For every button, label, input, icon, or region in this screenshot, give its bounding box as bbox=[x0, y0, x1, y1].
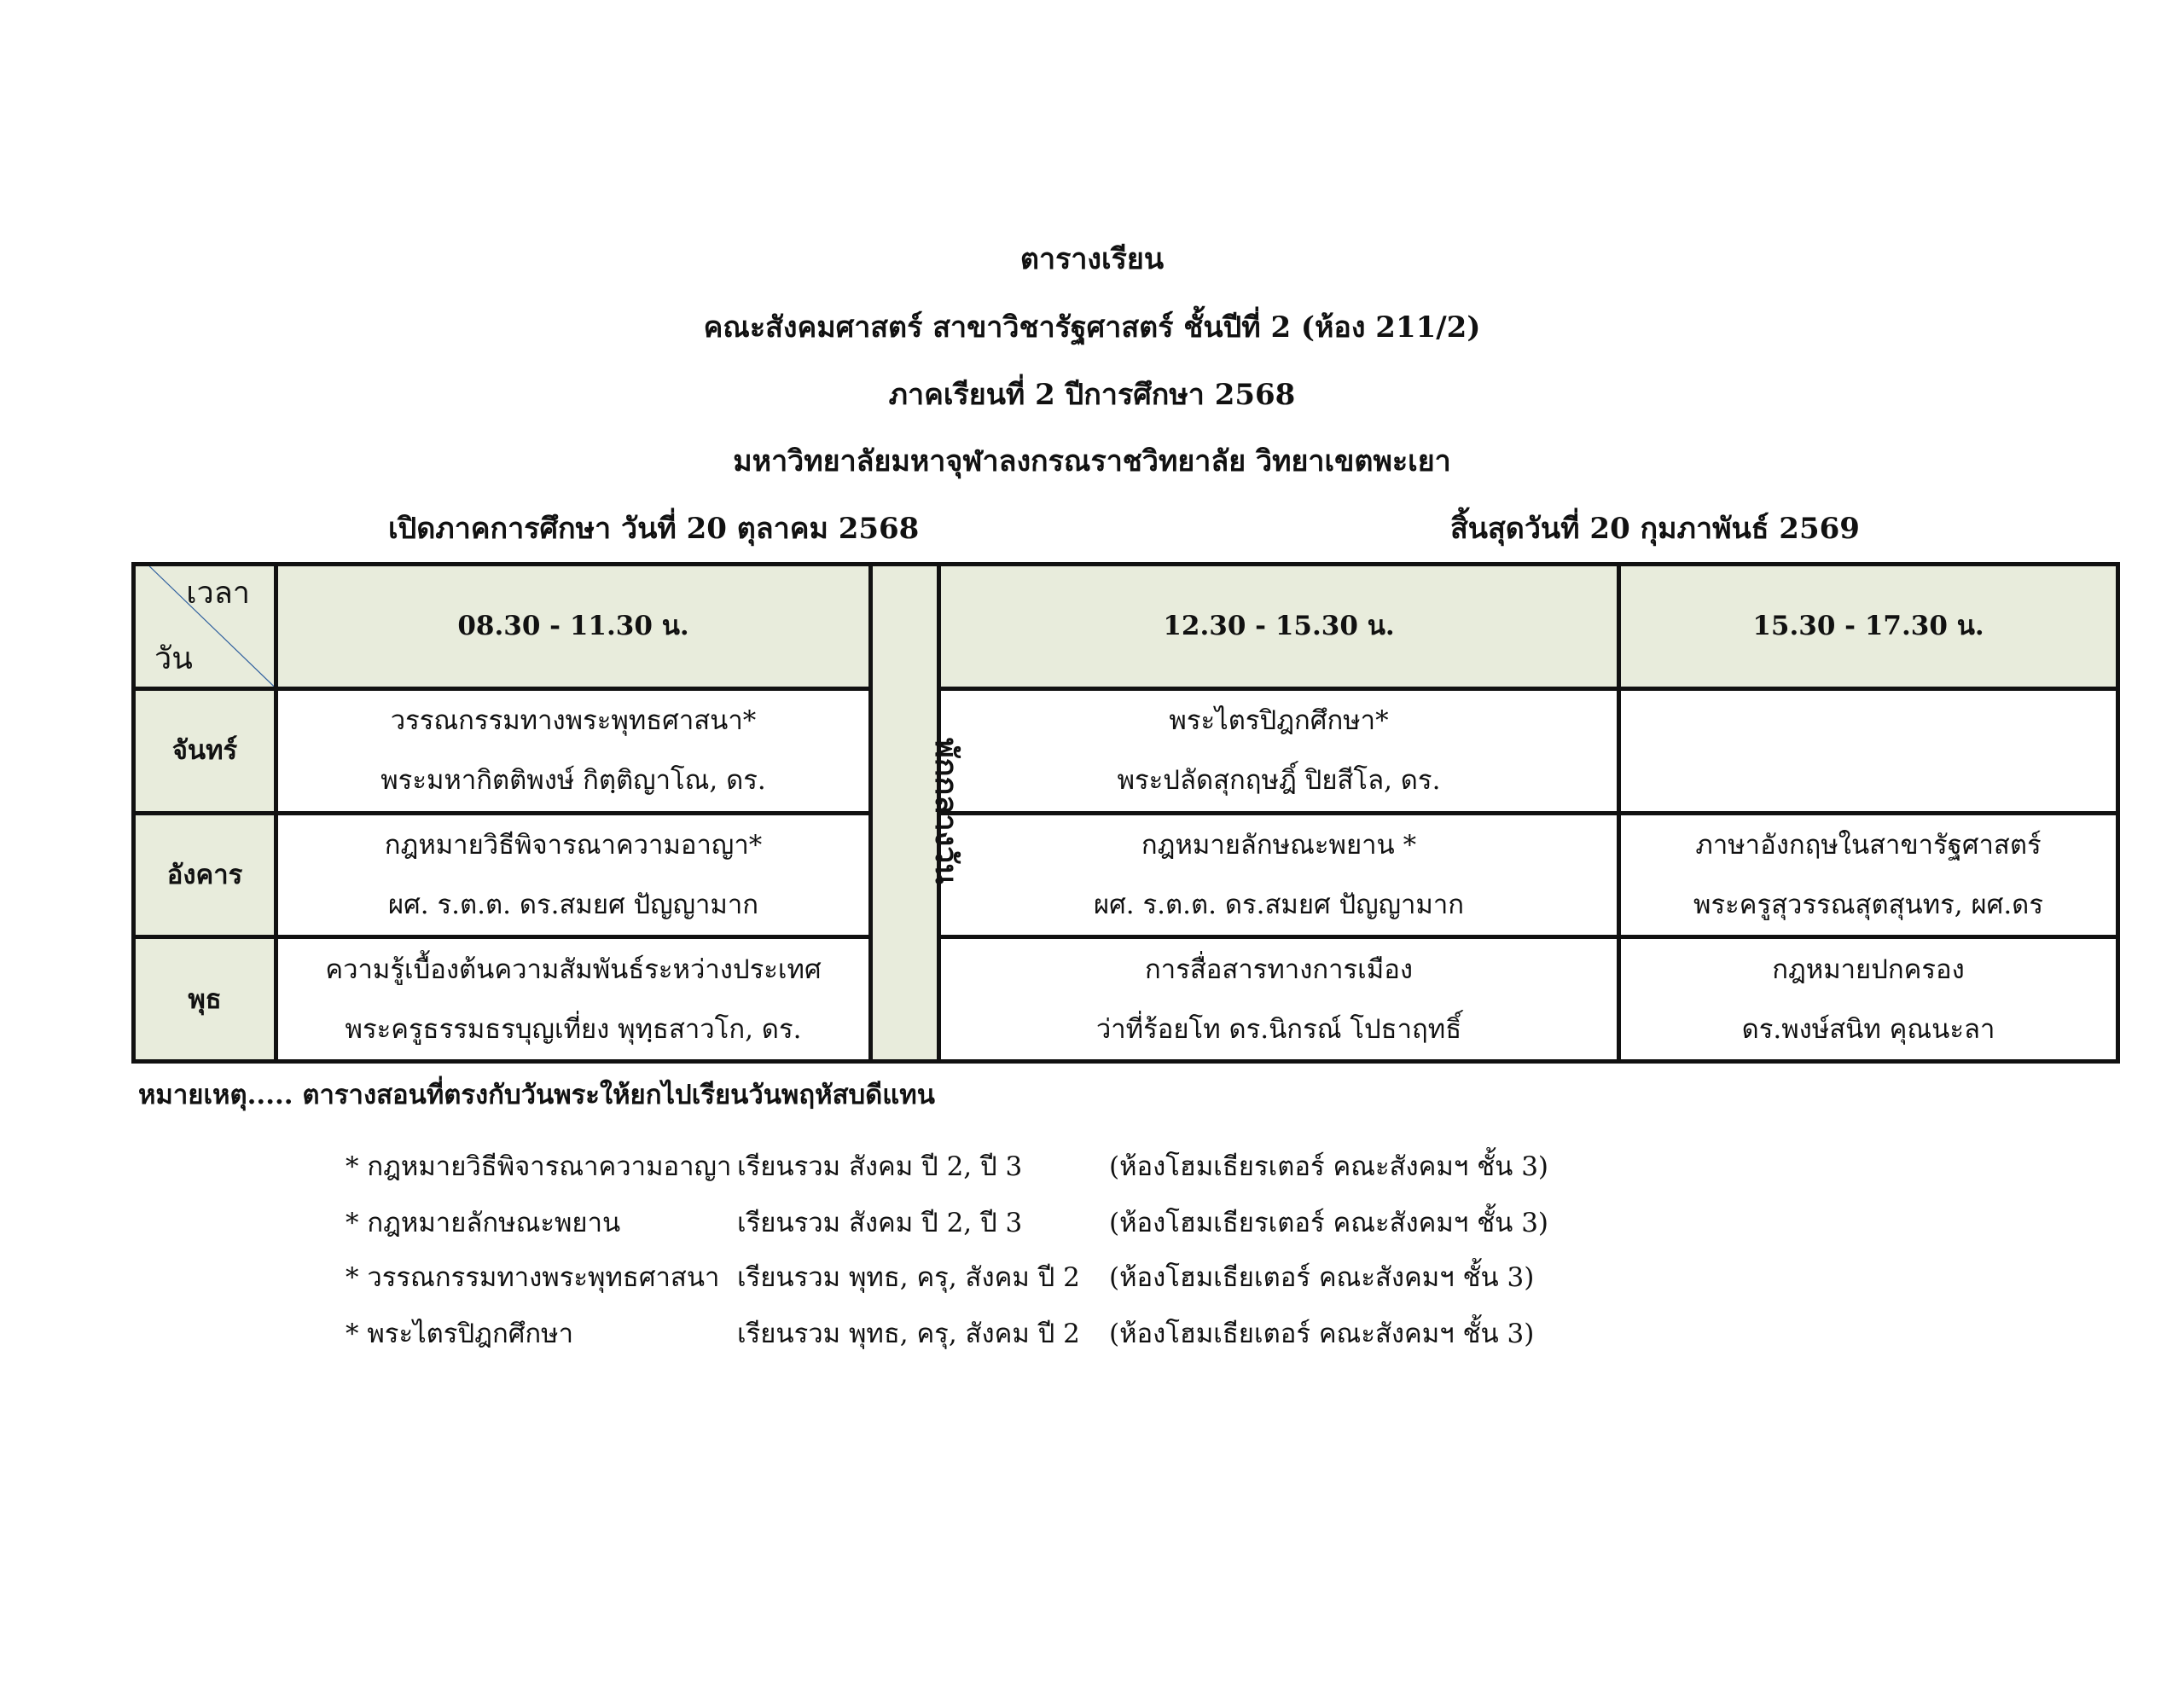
slot-tuesday-morning bbox=[276, 813, 871, 937]
schedule-title: ตารางเรียน bbox=[1019, 242, 1165, 276]
footnote-combined: เรียนรวม สังคม ปี 2, ปี 3 bbox=[737, 1208, 1023, 1238]
time-header-morning: 08.30 - 11.30 น. bbox=[276, 565, 871, 689]
teacher-name: ผศ. ร.ต.ต. ดร.สมยศ ปัญญามาก bbox=[1093, 889, 1465, 920]
course-name: พระไตรปิฎกศึกษา* bbox=[1169, 705, 1389, 737]
end-date: สิ้นสุดวันที่ 20 กุมภาพันธ์ 2569 bbox=[1450, 512, 1860, 546]
day-wednesday: พุธ bbox=[134, 937, 276, 1062]
slot-tuesday-afternoon bbox=[939, 813, 1619, 937]
day-monday: จันทร์ bbox=[134, 688, 276, 813]
slot-wednesday-evening bbox=[1619, 937, 2118, 1062]
teacher-name: พระมหากิตติพงษ์ กิตฺติญาโณ, ดร. bbox=[380, 765, 766, 797]
slot-monday-evening bbox=[1619, 688, 2118, 813]
footnote-combined: เรียนรวม พุทธ, ครุ, สังคม ปี 2 bbox=[737, 1319, 1080, 1349]
course-name: ความรู้เบื้องต้นความสัมพันธ์ระหว่างประเทศ bbox=[325, 954, 822, 985]
faculty-line: คณะสังคมศาสตร์ สาขาวิชารัฐศาสตร์ ชั้นปีที่ 2 (ห้อง 211/2) bbox=[703, 310, 1481, 345]
slot-tuesday-evening bbox=[1619, 813, 2118, 937]
teacher-name: พระปลัดสุกฤษฎิ์ ปิยสีโล, ดร. bbox=[1117, 765, 1441, 797]
time-header-evening: 15.30 - 17.30 น. bbox=[1619, 565, 2118, 689]
course-name: กฎหมายลักษณะพยาน * bbox=[1141, 829, 1417, 861]
table-row-wednesday bbox=[134, 937, 2118, 1062]
time-header-afternoon: 12.30 - 15.30 น. bbox=[939, 565, 1619, 689]
teacher-name: พระครูสุวรรณสุตสุนทร, ผศ.ดร bbox=[1693, 889, 2043, 920]
day-tuesday: อังคาร bbox=[134, 813, 276, 937]
teacher-name: ว่าที่ร้อยโท ดร.นิกรณ์ โปธาฤทธิ์ bbox=[1095, 1013, 1462, 1045]
semester-line: ภาคเรียนที่ 2 ปีการศึกษา 2568 bbox=[888, 378, 1296, 412]
schedule-table bbox=[131, 562, 2120, 1064]
slot-wednesday-afternoon bbox=[939, 937, 1619, 1062]
footnote-room: (ห้องโฮมเธียรเตอร์ คณะสังคมฯ ชั้น 3) bbox=[1109, 1151, 1549, 1182]
course-name: การสื่อสารทางการเมือง bbox=[1145, 954, 1413, 985]
teacher-name: ดร.พงษ์สนิท คุณนะลา bbox=[1741, 1013, 1995, 1045]
course-name: ภาษาอังกฤษในสาขารัฐศาสตร์ bbox=[1695, 829, 2042, 861]
course-name: กฎหมายปกครอง bbox=[1772, 954, 1965, 985]
slot-wednesday-morning bbox=[276, 937, 871, 1062]
corner-cell bbox=[134, 565, 276, 689]
course-name: วรรณกรรมทางพระพุทธศาสนา* bbox=[390, 705, 757, 737]
footnote-course: * กฎหมายลักษณะพยาน bbox=[346, 1208, 621, 1238]
corner-day-label: วัน bbox=[154, 641, 193, 676]
corner-time-label: เวลา bbox=[186, 576, 250, 611]
footnote-room: (ห้องโฮมเธียเตอร์ คณะสังคมฯ ชั้น 3) bbox=[1109, 1319, 1535, 1349]
course-name: กฎหมายวิธีพิจารณาความอาญา* bbox=[384, 829, 763, 861]
footnote-room: (ห้องโฮมเธียรเตอร์ คณะสังคมฯ ชั้น 3) bbox=[1109, 1208, 1549, 1238]
teacher-name: พระครูธรรมธรบุญเที่ยง พุทฺธสาวโก, ดร. bbox=[345, 1013, 802, 1045]
lunch-break-cell bbox=[871, 565, 965, 1062]
footnote-room: (ห้องโฮมเธียเตอร์ คณะสังคมฯ ชั้น 3) bbox=[1109, 1262, 1535, 1293]
teacher-name: ผศ. ร.ต.ต. ดร.สมยศ ปัญญามาก bbox=[387, 889, 759, 920]
footnote-course: * พระไตรปิฎกศึกษา bbox=[346, 1319, 574, 1349]
table-row-tuesday bbox=[134, 813, 2118, 937]
lunch-break-label: พักกลางวัน bbox=[928, 737, 965, 885]
table-header-row bbox=[134, 565, 2118, 689]
table-row-monday bbox=[134, 688, 2118, 813]
start-date: เปิดภาคการศึกษา วันที่ 20 ตุลาคม 2568 bbox=[388, 512, 920, 546]
schedule-note: หมายเหตุ..... ตารางสอนที่ตรงกับวันพระให้ยกไปเรียนวันพฤหัสบดีแทน bbox=[138, 1080, 935, 1110]
footnote-combined: เรียนรวม พุทธ, ครุ, สังคม ปี 2 bbox=[737, 1262, 1080, 1293]
footnote-combined: เรียนรวม สังคม ปี 2, ปี 3 bbox=[737, 1151, 1023, 1182]
university-line: มหาวิทยาลัยมหาจุฬาลงกรณราชวิทยาลัย วิทยาเขตพะเยา bbox=[733, 444, 1451, 478]
footnote-course: * วรรณกรรมทางพระพุทธศาสนา bbox=[346, 1262, 720, 1293]
slot-monday-morning bbox=[276, 688, 871, 813]
slot-monday-afternoon bbox=[939, 688, 1619, 813]
footnote-course: * กฎหมายวิธีพิจารณาความอาญา bbox=[346, 1151, 732, 1182]
